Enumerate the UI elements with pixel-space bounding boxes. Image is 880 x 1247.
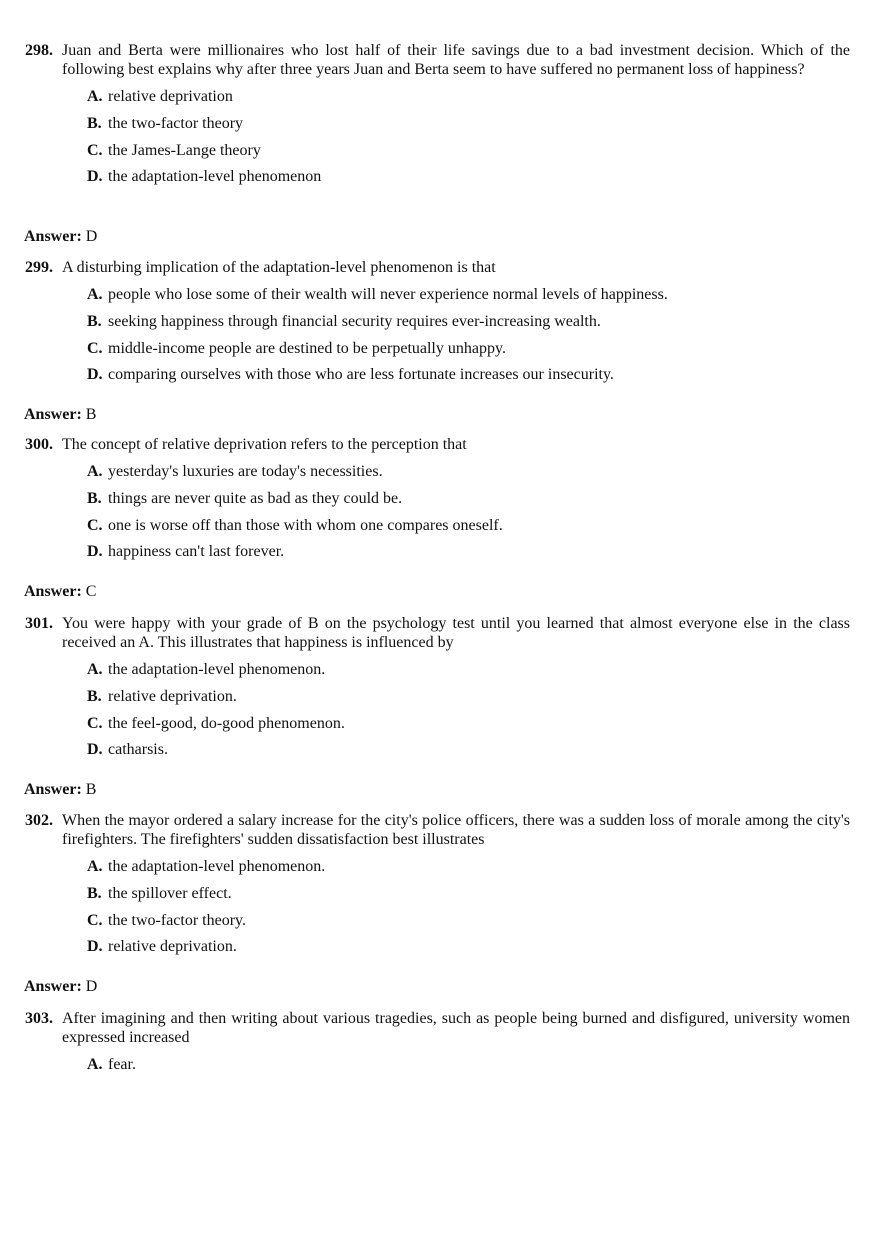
option-d — [0, 937, 880, 964]
question-number: 298. — [25, 42, 53, 59]
option-letter: C. — [87, 141, 103, 159]
question-stem — [0, 614, 880, 652]
question-299 — [0, 258, 880, 392]
question-text: A disturbing implication of the adaptation-level phenomenon is that — [62, 259, 496, 276]
answer-value: C — [85, 583, 97, 600]
question-number: 300. — [25, 436, 53, 453]
question-stem — [0, 435, 880, 454]
option-letter: D. — [87, 543, 103, 561]
question-303 — [0, 1009, 880, 1082]
question-text: The concept of relative deprivation refers to the perception that — [62, 436, 467, 453]
option-a — [0, 660, 880, 687]
option-text: fear. — [108, 1056, 136, 1073]
option-c — [0, 141, 880, 168]
option-b — [0, 884, 880, 911]
question-number: 303. — [25, 1010, 53, 1027]
option-text: the adaptation-level phenomenon — [108, 168, 322, 186]
option-text: people who lose some of their wealth will never experience normal levels of happiness. — [108, 286, 668, 303]
option-d — [0, 365, 880, 392]
option-letter: A. — [87, 88, 103, 105]
answer-298 — [24, 227, 97, 246]
option-letter: A. — [87, 286, 103, 303]
answer-value: B — [85, 406, 97, 423]
option-a — [0, 1055, 880, 1082]
option-text: the spillover effect. — [108, 884, 232, 902]
option-letter: B. — [87, 114, 102, 132]
question-text: Juan and Berta were millionaires who lost half of their life savings due to a bad investment decision. Which of the following best explains why after three years Juan and Berta seem to have suffered no permanent loss of happiness? — [62, 42, 850, 78]
option-text: the adaptation-level phenomenon. — [108, 661, 326, 678]
option-letter: A. — [87, 858, 103, 875]
option-letter: D. — [87, 938, 103, 956]
answer-300 — [24, 582, 96, 601]
option-text: yesterday's luxuries are today's necessities. — [108, 463, 383, 480]
question-text: After imagining and then writing about various tragedies, such as people being burned and disfigured, university women expressed increased — [62, 1010, 850, 1046]
option-letter: B. — [87, 489, 102, 507]
answer-label: Answer: — [24, 228, 82, 245]
option-text: relative deprivation. — [108, 938, 237, 956]
option-list — [0, 1055, 880, 1082]
option-letter: C. — [87, 516, 103, 534]
option-letter: D. — [87, 168, 103, 186]
option-b — [0, 489, 880, 516]
question-stem — [0, 1009, 880, 1047]
option-text: one is worse off than those with whom one compares oneself. — [108, 516, 503, 534]
answer-value: D — [85, 228, 98, 245]
option-letter: A. — [87, 661, 103, 678]
option-letter: B. — [87, 687, 102, 705]
answer-label: Answer: — [24, 583, 82, 600]
option-text: the two-factor theory — [108, 114, 244, 132]
question-302 — [0, 811, 880, 964]
question-stem — [0, 258, 880, 277]
option-a — [0, 285, 880, 312]
question-298 — [0, 41, 880, 194]
option-c — [0, 714, 880, 741]
option-c — [0, 911, 880, 938]
answer-value: B — [85, 781, 97, 798]
option-list — [0, 285, 880, 392]
question-number: 299. — [25, 259, 53, 276]
option-letter: B. — [87, 884, 102, 902]
option-list — [0, 660, 880, 767]
option-text: middle-income people are destined to be perpetually unhappy. — [108, 339, 506, 357]
answer-label: Answer: — [24, 978, 82, 995]
option-text: the adaptation-level phenomenon. — [108, 858, 326, 875]
question-300 — [0, 435, 880, 569]
option-letter: D. — [87, 741, 103, 759]
question-text: When the mayor ordered a salary increase for the city's police officers, there was a sudden loss of morale among the city's firefighters. The firefighters' sudden dissatisfaction best illustrates — [62, 812, 850, 848]
answer-299 — [24, 405, 96, 424]
option-list — [0, 462, 880, 569]
option-letter: C. — [87, 911, 103, 929]
option-letter: C. — [87, 339, 103, 357]
option-letter: A. — [87, 463, 103, 480]
option-text: comparing ourselves with those who are less fortunate increases our insecurity. — [108, 366, 614, 384]
option-a — [0, 462, 880, 489]
option-text: happiness can't last forever. — [108, 543, 285, 561]
question-stem — [0, 41, 880, 79]
answer-label: Answer: — [24, 781, 82, 798]
option-text: catharsis. — [108, 741, 168, 759]
answer-value: D — [85, 978, 98, 995]
question-text: You were happy with your grade of B on the psychology test until you learned that almost everyone else in the class received an A. This illustrates that happiness is influenced by — [62, 615, 850, 651]
option-text: things are never quite as bad as they could be. — [108, 489, 403, 507]
option-text: the feel-good, do-good phenomenon. — [108, 714, 345, 732]
option-d — [0, 542, 880, 569]
option-letter: C. — [87, 714, 103, 732]
answer-301 — [24, 780, 96, 799]
question-number: 301. — [25, 615, 53, 632]
option-letter: D. — [87, 366, 103, 384]
question-stem — [0, 811, 880, 849]
option-d — [0, 167, 880, 194]
option-b — [0, 312, 880, 339]
option-c — [0, 339, 880, 366]
option-a — [0, 857, 880, 884]
option-letter: B. — [87, 312, 102, 330]
option-text: relative deprivation. — [108, 687, 237, 705]
option-text: the James-Lange theory — [108, 141, 261, 159]
question-number: 302. — [25, 812, 53, 829]
option-d — [0, 740, 880, 767]
option-text: seeking happiness through financial security requires ever-increasing wealth. — [108, 312, 601, 330]
option-list — [0, 857, 880, 964]
option-text: the two-factor theory. — [108, 911, 247, 929]
option-letter: A. — [87, 1056, 103, 1073]
option-a — [0, 87, 880, 114]
option-b — [0, 114, 880, 141]
option-c — [0, 516, 880, 543]
option-b — [0, 687, 880, 714]
question-301 — [0, 614, 880, 767]
answer-label: Answer: — [24, 406, 82, 423]
option-text: relative deprivation — [108, 88, 233, 105]
answer-302 — [24, 977, 97, 996]
option-list — [0, 87, 880, 194]
